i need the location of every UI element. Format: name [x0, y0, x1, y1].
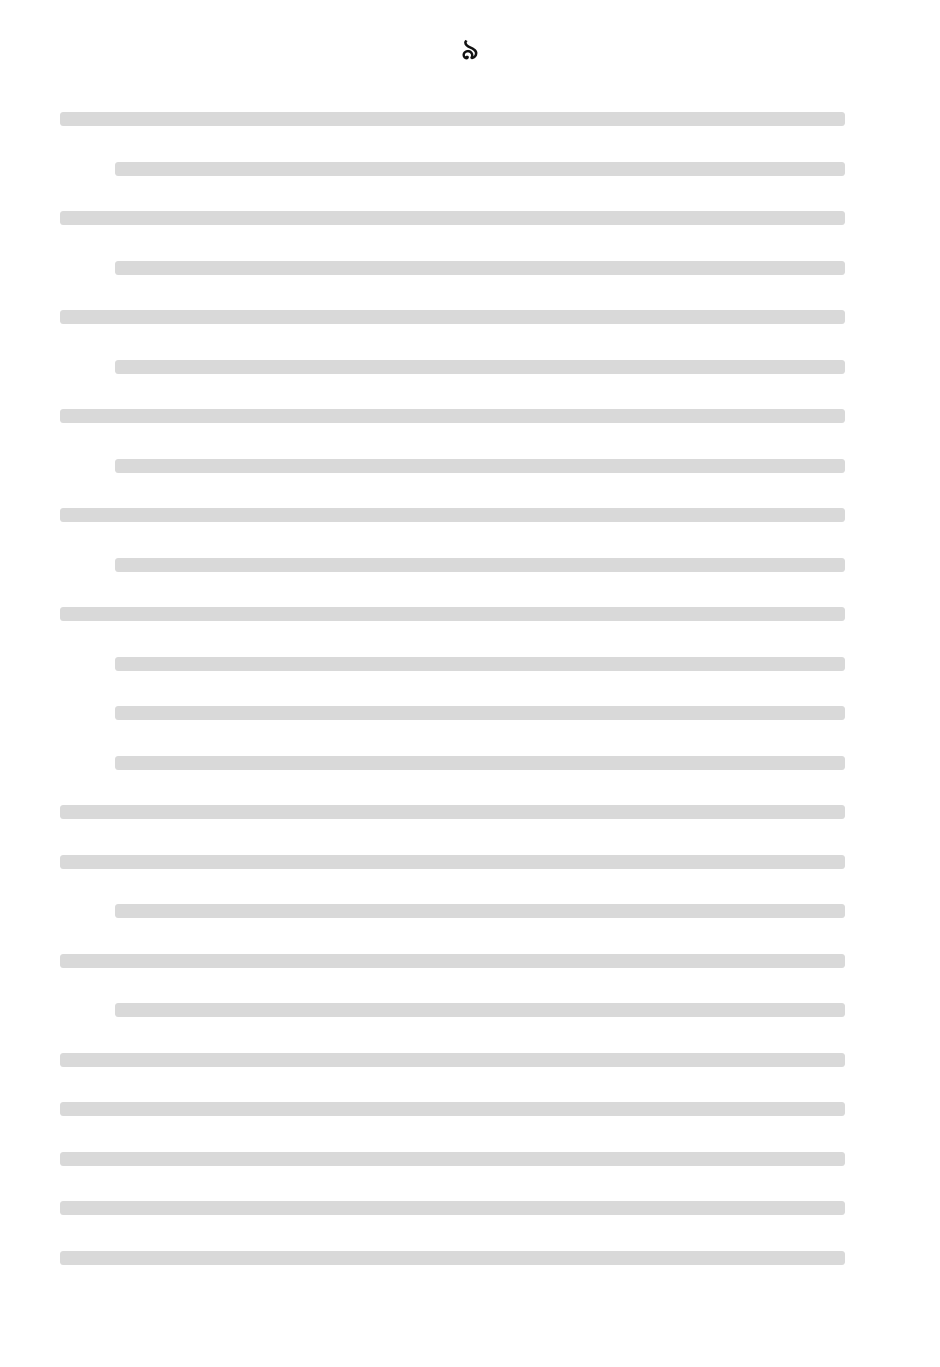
redacted-text-line	[115, 756, 845, 770]
redacted-text-line	[60, 954, 845, 968]
redacted-text-line	[115, 657, 845, 671]
redacted-text-line	[60, 310, 845, 324]
redacted-text-line	[60, 1053, 845, 1067]
redacted-text-line	[115, 1003, 845, 1017]
redacted-text-line	[60, 211, 845, 225]
redacted-text-line	[60, 112, 845, 126]
redacted-text-line	[60, 805, 845, 819]
redacted-text-line	[60, 1102, 845, 1116]
redacted-text-line	[60, 508, 845, 522]
page-number: ৯	[460, 33, 480, 66]
redacted-text-line	[60, 1201, 845, 1215]
redacted-text-line	[115, 558, 845, 572]
redacted-text-line	[115, 904, 845, 918]
redacted-text-line	[115, 162, 845, 176]
redacted-text-line	[115, 706, 845, 720]
redacted-text-line	[60, 1152, 845, 1166]
redacted-text-line	[60, 1251, 845, 1265]
redacted-text-line	[60, 855, 845, 869]
redacted-text-line	[60, 607, 845, 621]
redacted-text-line	[115, 459, 845, 473]
redacted-text-line	[60, 409, 845, 423]
redacted-text-line	[115, 360, 845, 374]
redacted-text-line	[115, 261, 845, 275]
